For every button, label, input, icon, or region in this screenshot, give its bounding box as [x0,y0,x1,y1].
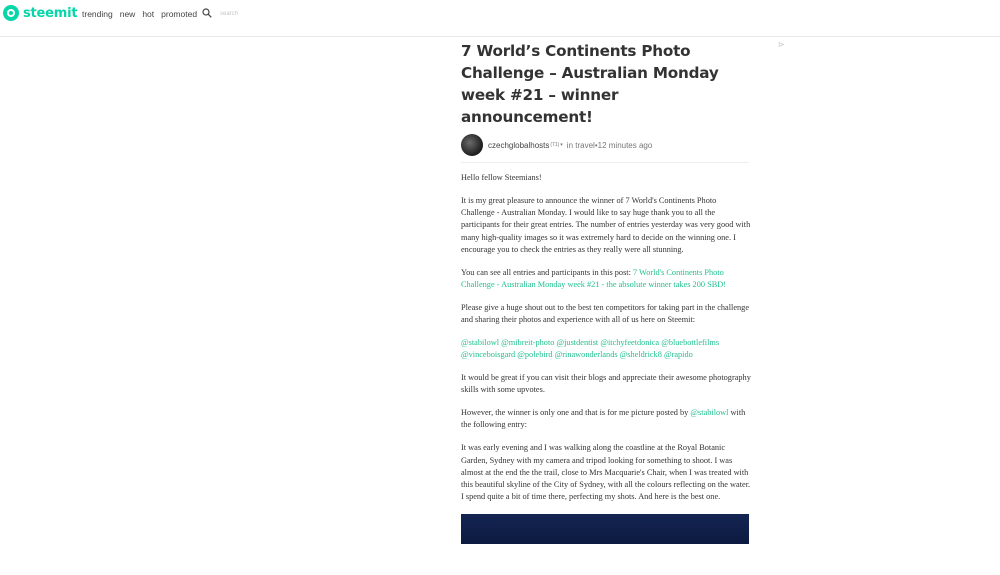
post-timestamp: 12 minutes ago [597,140,653,150]
mention-link[interactable]: @bluebottlefilms [661,337,720,347]
nav-promoted[interactable]: promoted [161,9,198,19]
paragraph-winner-text: However, the winner is only one and that is for me picture posted by [461,408,691,418]
paragraph-visit: It would be great if you can visit their blogs and appreciate their awesome photography skills with some upvotes. [461,373,751,395]
post-title: 7 World’s Continents Photo Challenge – Australian Monday week #21 – winner announcement! [461,42,719,126]
mention-link[interactable]: @vinceboisgard [461,350,516,360]
meta-separator: • [594,140,598,150]
mention-link[interactable]: @stabilowl [461,337,500,347]
sidebar-toggle-icon[interactable]: ⊳ [778,40,785,49]
paragraph-entry-story: It was early evening and I was walking along the coastline at the Royal Botanic Garden, Sydney with my camera and tripod looking for something to shoot. I was almost at the end the the trail, close to Mrs Macquarie's Chair, when I was treated with this beautiful skyline of the City of Sydney, with all the colours reflecting on the water. I spend quite a bit of time there, perfecting my shots. And here is the best one. [461,443,751,502]
post-body [461,172,751,544]
mention-link[interactable]: @rapido [663,350,693,360]
paragraph-winner [461,407,751,432]
main-nav [82,9,197,19]
paragraph-winner-tail: with the following entry: [461,408,746,430]
steemit-logo[interactable] [3,5,77,21]
steemit-logo-icon [3,5,19,21]
nav-trending[interactable]: trending [82,9,113,19]
paragraph-intro: It is my great pleasure to announce the winner of 7 World's Continents Photo Challenge - Australian Monday. I would like to say huge thank you to all the participants for their great entries. The number of entries yesterday was very good with many high-quality images so it was extremely hard to decide on the winning one. I encourage you to check the entries as they really were all stunning. [461,195,751,254]
search-input[interactable] [220,8,310,20]
nav-new[interactable]: new [119,9,136,19]
avatar[interactable] [461,134,483,156]
link-winner[interactable]: @stabilowl [690,408,729,418]
search-icon[interactable] [202,8,212,18]
mention-link[interactable]: @polebird [517,350,553,360]
divider [461,162,749,163]
author-reputation: (71) [550,142,560,148]
post-article [461,40,751,544]
mention-link[interactable]: @rinawonderlands [554,350,618,360]
mentions-list [461,337,751,362]
nav-hot[interactable]: hot [142,9,155,19]
paragraph-shoutout: Please give a huge shout out to the best ten competitors for taking part in the challenge and sharing their photos and experience with all of us here on Steemit: [461,302,750,325]
post-author-row [461,134,751,156]
author-name[interactable]: czechglobalhosts [488,140,550,150]
paragraph-greeting: Hello fellow Steemians! [461,173,542,182]
logo-text: steemit [23,5,78,21]
chevron-down-icon[interactable]: ▾ [560,142,563,148]
top-header [0,0,1000,37]
mention-link[interactable]: @mibreit-photo [501,337,555,347]
paragraph-entries [461,267,751,292]
link-challenge-post[interactable]: 7 World's Continents Photo Challenge - Australian Monday week #21 - the absolute winner takes 200 SBD! [461,267,726,290]
post-image[interactable] [461,514,749,544]
paragraph-entries-text: You can see all entries and participants in this post: [461,267,633,277]
mention-link[interactable]: @justdentist [556,337,599,347]
mention-link[interactable]: @sheldrick8 [619,350,662,360]
mention-link[interactable]: @itchyfeetdonica [600,337,660,347]
post-category[interactable]: in travel [566,140,595,150]
